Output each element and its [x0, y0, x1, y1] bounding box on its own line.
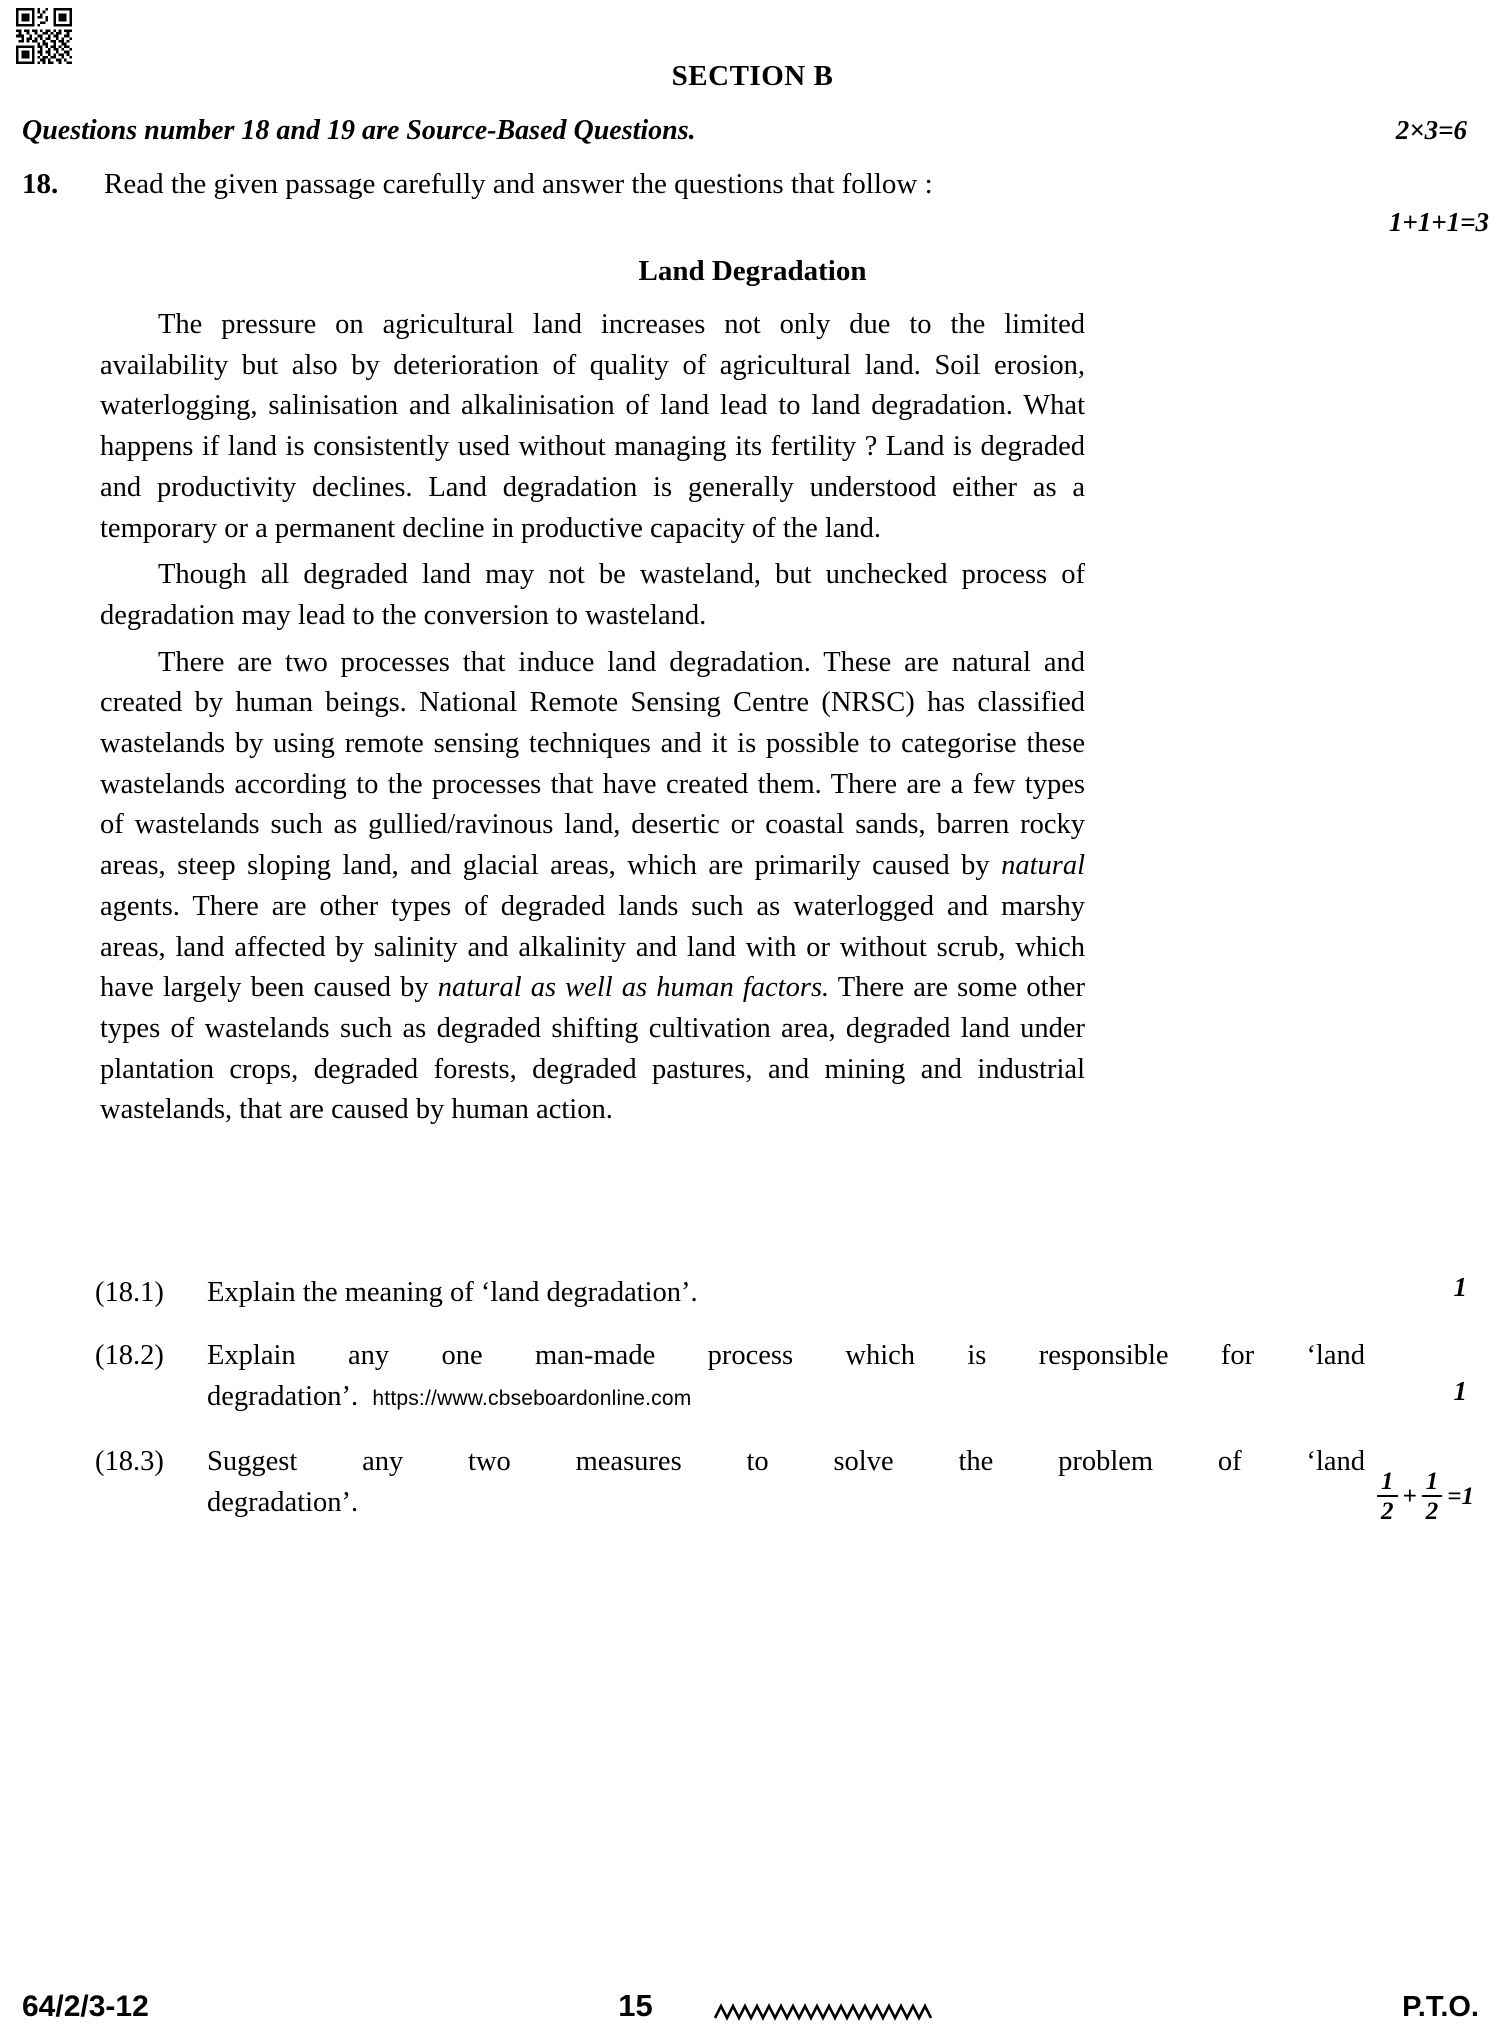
fraction-denominator: 2: [1422, 1495, 1443, 1524]
watermark-url: https://www.cbseboardonline.com: [372, 1387, 692, 1410]
instruction-marks: 2×3=6: [1395, 115, 1467, 145]
sub-question-list: [95, 1272, 1485, 1545]
sub-question-marks: 1: [1453, 1272, 1467, 1302]
sub-question-fraction-marks: [1375, 1469, 1477, 1524]
passage-p3-italic-natural: natural: [1001, 850, 1085, 882]
sub-question-line-1: Suggest any two measures to solve the problem of ‘land: [207, 1446, 1365, 1477]
passage-paragraph-2: Though all degraded land may not be wasteland, but unchecked process of degradation may lead to the conversion to wasteland.: [100, 559, 1085, 631]
question-marks: 1+1+1=3: [1388, 207, 1489, 237]
fraction-operator: +: [1402, 1483, 1417, 1510]
sub-question-label: (18.1): [95, 1277, 164, 1308]
sub-question-text: [207, 1441, 1485, 1523]
passage-p3-part1: There are two processes that induce land degradation. These are natural and created by human beings. National Remote Sensing Centre (NRSC) has classified wastelands by using remote sensing techniques and it is possible to categorise these wastelands according to the processes that have created them. There are a few types of wastelands such as gullied/ravinous land, desertic or coastal sands, barren rocky areas, steep sloping land, and glacial areas, which are primarily caused by: [100, 646, 1085, 882]
sub-question-marks: 1: [1453, 1376, 1467, 1406]
sub-question-line-2: [207, 1376, 1365, 1419]
passage-paragraph-3: [100, 643, 1085, 1131]
question-18: [22, 168, 1483, 201]
passage-p3-part3: There are some other types of wastelands such as degraded shifting cultivation area, degraded land under plantation crops, degraded forests, degraded pastures, and mining and industrial wastelands, that are caused by human action.: [100, 972, 1085, 1126]
fraction-denominator: 2: [1377, 1495, 1398, 1524]
section-title: SECTION B: [671, 60, 834, 92]
sub-question-label: (18.3): [95, 1446, 164, 1477]
sub-question-18-2: [95, 1335, 1485, 1419]
sub-question-line-1: Explain the meaning of ‘land degradation’.: [207, 1277, 698, 1308]
question-number: 18.: [22, 168, 59, 200]
footer-center: [149, 1988, 1402, 2024]
sub-question-18-1: [95, 1272, 1485, 1313]
sub-question-label: (18.2): [95, 1340, 164, 1371]
sub-question-18-3: [95, 1441, 1485, 1523]
page-number: 15: [618, 1988, 653, 2023]
paper-code: 64/2/3-12: [22, 1990, 149, 2023]
sub-question-line-1: Explain any one man-made process which is responsible for ‘land: [207, 1340, 1365, 1371]
instruction-text: Questions number 18 and 19 are Source-Based Questions.: [22, 115, 696, 146]
passage-title: Land Degradation: [638, 255, 867, 287]
fraction-numerator: 1: [1425, 1468, 1439, 1495]
question-stem-row: [22, 168, 1483, 201]
question-stem: Read the given passage carefully and answer the questions that follow :: [104, 168, 933, 200]
passage-body: [100, 305, 1085, 1131]
page-footer: [22, 1988, 1483, 2024]
pto-label: P.T.O.: [1402, 1991, 1479, 2023]
sub-question-line-2-text: degradation’.: [207, 1381, 359, 1412]
sub-question-text: [207, 1272, 1485, 1313]
fraction-one-half-second: [1422, 1469, 1443, 1524]
squiggle-mark: [713, 2000, 933, 2024]
passage-p3-part2: agents. There are other types of degraded lands such as waterlogged and marshy areas, land affected by salinity and alkalinity and land with or without scrub, which have largely been caused by: [100, 890, 1085, 1004]
passage-p3-italic-human-factors: natural as well as human factors.: [437, 972, 830, 1004]
sub-question-text: [207, 1335, 1485, 1419]
sub-question-line-2: degradation’.: [207, 1487, 359, 1518]
qr-code: [16, 8, 72, 64]
fraction-numerator: 1: [1381, 1468, 1394, 1495]
fraction-equals: =1: [1447, 1483, 1474, 1510]
passage-paragraph-1: The pressure on agricultural land increases not only due to the limited availability but also by deterioration of quality of agricultural land. Soil erosion, waterlogging, salinisation and alkalinisation of land lead to land degradation. What happens if land is consistently used without managing its fertility ? Land is degraded and productivity declines. Land degradation is generally understood either as a temporary or a permanent decline in productive capacity of the land.: [100, 309, 1085, 544]
instruction-row: [22, 115, 1483, 147]
fraction-one-half-first: [1377, 1469, 1398, 1524]
